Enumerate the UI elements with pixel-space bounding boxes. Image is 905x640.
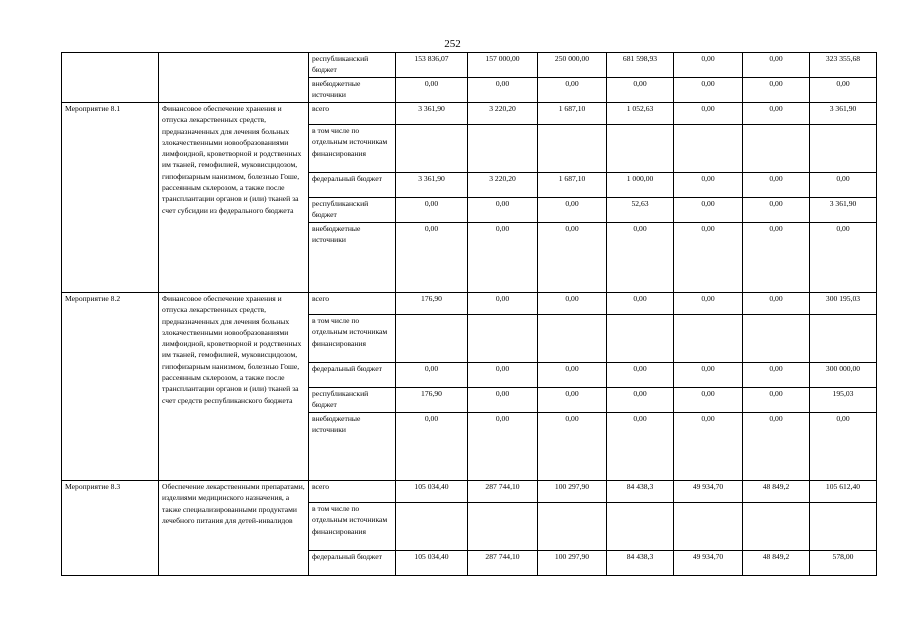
source-cell: всего	[309, 103, 396, 125]
value-cell	[396, 125, 468, 173]
value-cell: 105 612,40	[810, 481, 877, 503]
value-cell: 0,00	[468, 413, 538, 481]
value-cell: 105 034,40	[396, 481, 468, 503]
value-cell: 0,00	[743, 413, 810, 481]
value-cell: 0,00	[396, 78, 468, 103]
source-cell: республиканский бюджет	[309, 198, 396, 223]
value-cell	[607, 125, 674, 173]
value-cell: 0,00	[674, 103, 743, 125]
value-cell: 48 849,2	[743, 481, 810, 503]
value-cell	[674, 315, 743, 363]
source-cell: в том числе по отдельным источникам финансирования	[309, 503, 396, 551]
financing-table	[61, 52, 877, 576]
value-cell: 0,00	[674, 173, 743, 198]
value-cell: 0,00	[607, 293, 674, 315]
source-cell: в том числе по отдельным источникам финансирования	[309, 125, 396, 173]
value-cell: 578,00	[810, 551, 877, 576]
value-cell: 0,00	[743, 173, 810, 198]
value-cell: 0,00	[674, 223, 743, 293]
value-cell: 0,00	[674, 413, 743, 481]
value-cell: 0,00	[674, 293, 743, 315]
value-cell	[538, 125, 607, 173]
value-cell: 0,00	[743, 198, 810, 223]
measure-name-cell: Мероприятие 8.1	[62, 103, 159, 293]
value-cell: 0,00	[538, 78, 607, 103]
table-row	[62, 481, 877, 503]
measure-description-cell	[159, 53, 309, 103]
value-cell: 0,00	[674, 53, 743, 78]
page-number: 252	[444, 38, 461, 50]
value-cell	[468, 315, 538, 363]
value-cell: 0,00	[468, 223, 538, 293]
value-cell: 250 000,00	[538, 53, 607, 78]
value-cell: 0,00	[674, 78, 743, 103]
value-cell: 0,00	[743, 78, 810, 103]
measure-name-cell: Мероприятие 8.2	[62, 293, 159, 481]
value-cell: 0,00	[396, 223, 468, 293]
value-cell: 323 355,68	[810, 53, 877, 78]
value-cell: 0,00	[468, 293, 538, 315]
source-cell: федеральный бюджет	[309, 363, 396, 388]
value-cell: 195,03	[810, 388, 877, 413]
value-cell: 84 438,3	[607, 551, 674, 576]
measure-description-cell: Финансовое обеспечение хранения и отпуска лекарственных средств, предназначенных для лечения больных злокачественными новообразованиями лимфоидной, кроветворной и родственных им тканей, гемофилией, муковисцидозом, гипофизарным нанизмом, болезнью Гоше, рассеянным склерозом, а также после трансплантации органов и (или) тканей за счет субсидии из федерального бюджета	[159, 103, 309, 293]
value-cell: 3 220,20	[468, 173, 538, 198]
value-cell: 0,00	[538, 363, 607, 388]
value-cell: 3 361,90	[396, 173, 468, 198]
value-cell	[396, 315, 468, 363]
value-cell	[538, 503, 607, 551]
value-cell: 52,63	[607, 198, 674, 223]
value-cell: 0,00	[396, 363, 468, 388]
measure-name-cell	[62, 53, 159, 103]
value-cell	[674, 125, 743, 173]
value-cell: 0,00	[607, 223, 674, 293]
value-cell: 0,00	[538, 223, 607, 293]
value-cell: 0,00	[396, 413, 468, 481]
value-cell	[743, 315, 810, 363]
value-cell: 0,00	[810, 413, 877, 481]
source-cell: в том числе по отдельным источникам финансирования	[309, 315, 396, 363]
value-cell: 48 849,2	[743, 551, 810, 576]
table-body	[62, 53, 877, 576]
measure-description-cell: Обеспечение лекарственными препаратами, изделиями медицинского назначения, а также специализированными продуктами лечебного питания для детей-инвалидов	[159, 481, 309, 576]
value-cell: 3 361,90	[396, 103, 468, 125]
value-cell: 0,00	[468, 78, 538, 103]
source-cell: внебюджетные источники	[309, 78, 396, 103]
source-cell: всего	[309, 481, 396, 503]
value-cell: 49 934,70	[674, 481, 743, 503]
value-cell: 176,90	[396, 388, 468, 413]
source-cell: республиканский бюджет	[309, 388, 396, 413]
value-cell: 681 598,93	[607, 53, 674, 78]
value-cell	[468, 503, 538, 551]
value-cell: 0,00	[607, 413, 674, 481]
value-cell	[468, 125, 538, 173]
value-cell: 153 836,07	[396, 53, 468, 78]
value-cell: 0,00	[468, 198, 538, 223]
value-cell: 0,00	[743, 223, 810, 293]
value-cell	[810, 315, 877, 363]
value-cell: 0,00	[607, 78, 674, 103]
value-cell	[743, 503, 810, 551]
value-cell: 0,00	[468, 363, 538, 388]
value-cell: 1 687,10	[538, 103, 607, 125]
value-cell: 0,00	[674, 363, 743, 388]
value-cell: 0,00	[743, 293, 810, 315]
value-cell	[810, 503, 877, 551]
value-cell: 3 361,90	[810, 103, 877, 125]
value-cell	[743, 125, 810, 173]
value-cell: 100 297,90	[538, 481, 607, 503]
value-cell: 0,00	[538, 413, 607, 481]
value-cell: 3 220,20	[468, 103, 538, 125]
value-cell: 0,00	[743, 103, 810, 125]
value-cell: 100 297,90	[538, 551, 607, 576]
source-cell: всего	[309, 293, 396, 315]
value-cell	[538, 315, 607, 363]
value-cell	[810, 125, 877, 173]
value-cell: 0,00	[743, 53, 810, 78]
table-row	[62, 53, 877, 78]
source-cell: внебюджетные источники	[309, 413, 396, 481]
value-cell: 176,90	[396, 293, 468, 315]
value-cell: 0,00	[810, 78, 877, 103]
value-cell: 1 052,63	[607, 103, 674, 125]
value-cell: 300 000,00	[810, 363, 877, 388]
value-cell: 0,00	[674, 198, 743, 223]
value-cell: 84 438,3	[607, 481, 674, 503]
value-cell	[674, 503, 743, 551]
value-cell: 1 000,00	[607, 173, 674, 198]
measure-description-cell: Финансовое обеспечение хранения и отпуска лекарственных средств, предназначенных для лечения больных злокачественными новообразованиями лимфоидной, кроветворной и родственных им тканей, гемофилией, муковисцидозом, гипофизарным нанизмом, болезнью Гоше, рассеянным склерозом, а также после трансплантации органов и (или) тканей за счет средств республиканского бюджета	[159, 293, 309, 481]
value-cell	[396, 503, 468, 551]
source-cell: федеральный бюджет	[309, 173, 396, 198]
value-cell: 0,00	[607, 388, 674, 413]
value-cell: 0,00	[674, 388, 743, 413]
value-cell: 0,00	[538, 198, 607, 223]
value-cell: 0,00	[743, 363, 810, 388]
value-cell: 3 361,90	[810, 198, 877, 223]
measure-name-cell: Мероприятие 8.3	[62, 481, 159, 576]
value-cell: 0,00	[607, 363, 674, 388]
value-cell: 0,00	[538, 293, 607, 315]
value-cell: 0,00	[810, 173, 877, 198]
value-cell: 49 934,70	[674, 551, 743, 576]
value-cell: 300 195,03	[810, 293, 877, 315]
value-cell: 0,00	[810, 223, 877, 293]
table-row	[62, 293, 877, 315]
value-cell	[607, 315, 674, 363]
table-row	[62, 103, 877, 125]
value-cell	[607, 503, 674, 551]
source-cell: федеральный бюджет	[309, 551, 396, 576]
value-cell: 105 034,40	[396, 551, 468, 576]
value-cell: 287 744,10	[468, 551, 538, 576]
source-cell: внебюджетные источники	[309, 223, 396, 293]
value-cell: 0,00	[538, 388, 607, 413]
value-cell: 287 744,10	[468, 481, 538, 503]
value-cell: 0,00	[468, 388, 538, 413]
value-cell: 1 687,10	[538, 173, 607, 198]
value-cell: 0,00	[743, 388, 810, 413]
source-cell: республиканский бюджет	[309, 53, 396, 78]
value-cell: 157 000,00	[468, 53, 538, 78]
value-cell: 0,00	[396, 198, 468, 223]
